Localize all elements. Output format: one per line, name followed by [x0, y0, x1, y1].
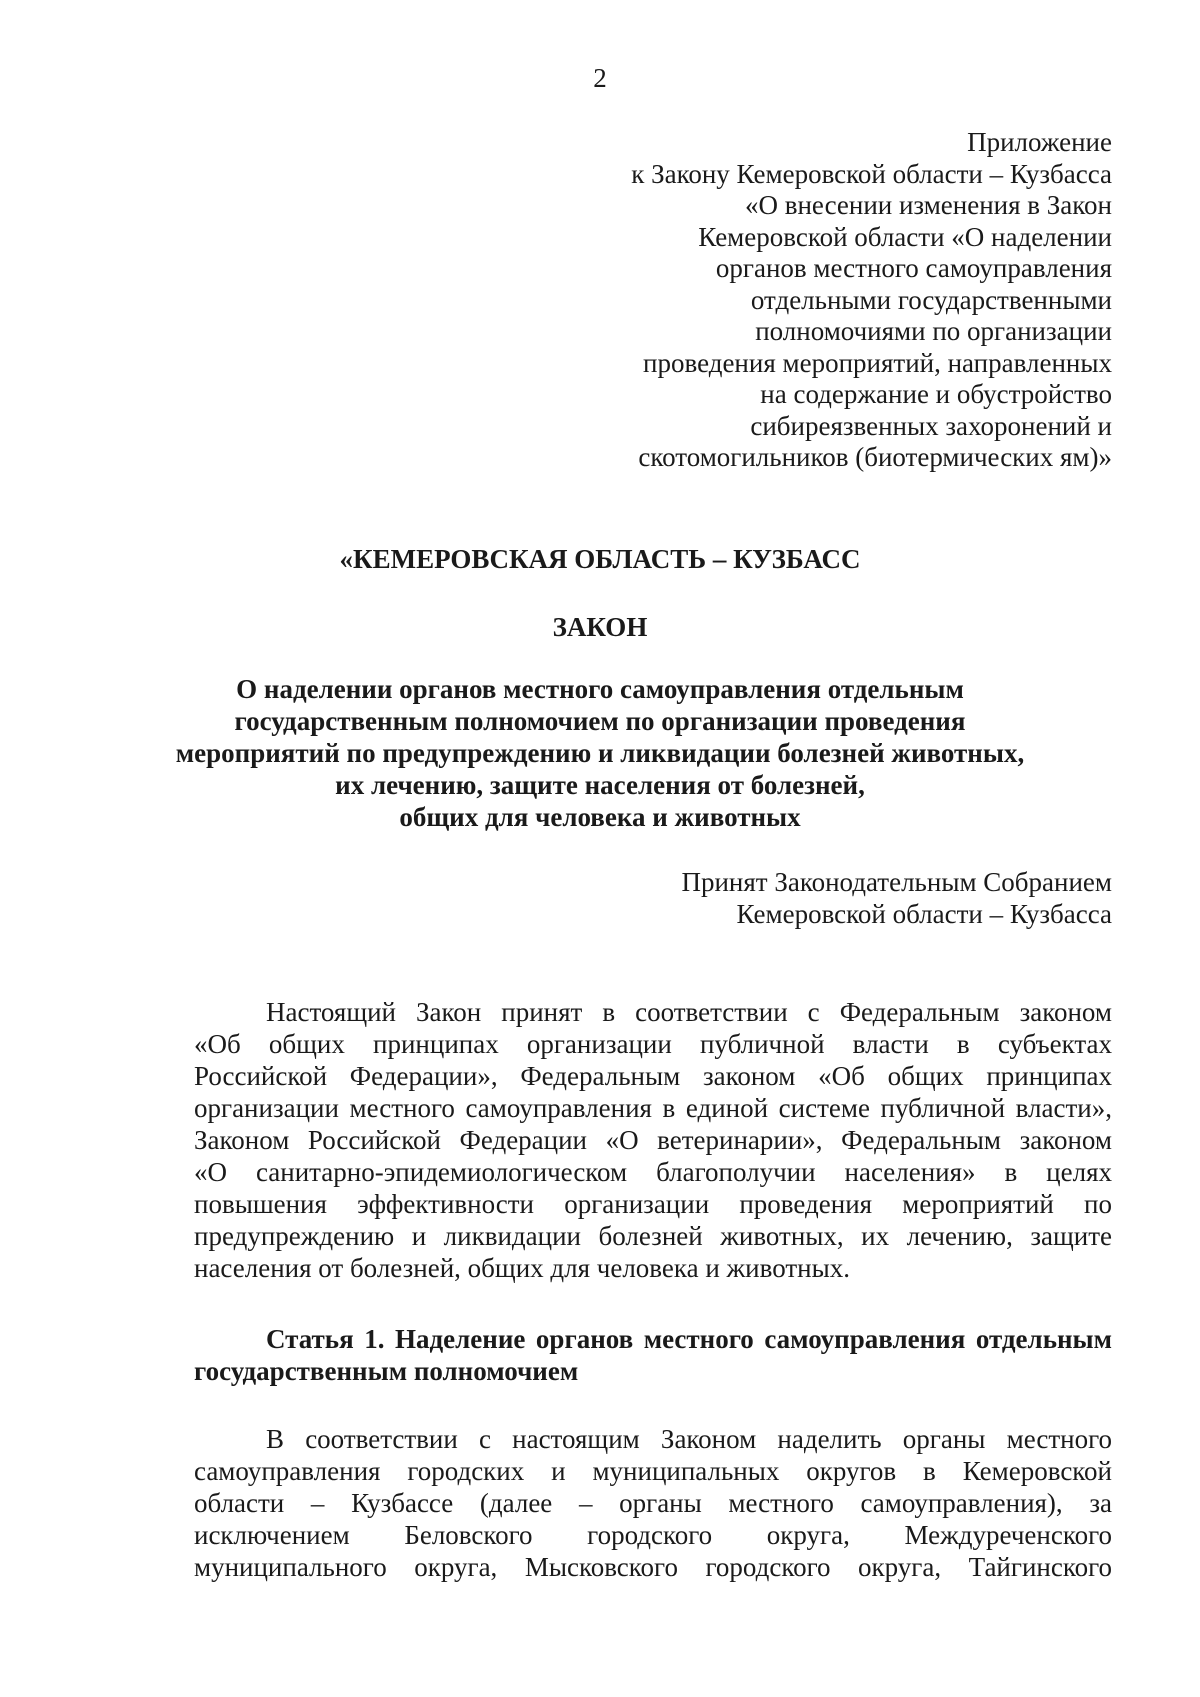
preamble-line: «Об общих принципах организации публичной власти в субъектах	[194, 1029, 1112, 1059]
law-title-line: мероприятий по предупреждению и ликвидации болезней животных,	[175, 738, 1025, 768]
article-1-body-line: области – Кузбассе (далее – органы местного самоуправления), за	[194, 1488, 1112, 1518]
article-1-body-line: муниципального округа, Мысковского городского округа, Тайгинского	[194, 1552, 1112, 1582]
law-title-line: общих для человека и животных	[399, 802, 801, 832]
appendix-block	[552, 127, 1112, 474]
law-title-line: О наделении органов местного самоуправления отдельным	[236, 674, 964, 704]
appendix-line: сибиреязвенных захоронений и	[750, 410, 1112, 441]
appendix-line: к Закону Кемеровской области – Кузбасса	[631, 158, 1112, 189]
law-heading: ЗАКОН	[552, 612, 648, 642]
region-heading: «КЕМЕРОВСКАЯ ОБЛАСТЬ – КУЗБАСС	[339, 544, 861, 574]
article-1-body-line: самоуправления городских и муниципальных округов в Кемеровской	[194, 1456, 1112, 1486]
page-number: 2	[593, 63, 607, 93]
appendix-line: Приложение	[967, 127, 1112, 157]
adopted-line: Кемеровской области – Кузбасса	[736, 899, 1112, 929]
appendix-line: проведения мероприятий, направленных	[643, 347, 1112, 378]
appendix-line: полномочиями по организации	[755, 316, 1112, 346]
law-title-line: их лечению, защите населения от болезней,	[335, 770, 865, 800]
appendix-line: на содержание и обустройство	[760, 379, 1112, 409]
appendix-line: «О внесении изменения в Закон	[744, 190, 1112, 220]
preamble-line: предупреждению и ликвидации болезней животных, их лечению, защите	[194, 1221, 1112, 1251]
law-title	[150, 673, 1050, 833]
preamble-line: Законом Российской Федерации «О ветеринарии», Федеральным законом	[194, 1125, 1112, 1155]
adopted-line: Принят Законодательным Собранием	[681, 867, 1112, 897]
preamble-line: Настоящий Закон принят в соответствии с Федеральным законом	[266, 997, 1112, 1027]
appendix-line: органов местного самоуправления	[715, 253, 1112, 283]
preamble-line: повышения эффективности организации проведения мероприятий по	[194, 1189, 1112, 1219]
article-1-body	[194, 1423, 1112, 1583]
preamble-line: населения от болезней, общих для человека и животных.	[194, 1253, 850, 1283]
article-1-body-line: В соответствии с настоящим Законом наделить органы местного	[266, 1424, 1112, 1454]
article-1-body-line: исключением Беловского городского округа, Междуреченского	[194, 1520, 1112, 1550]
adopted-note	[552, 866, 1112, 930]
preamble-line: организации местного самоуправления в единой системе публичной власти»,	[194, 1093, 1112, 1123]
preamble-line: Российской Федерации», Федеральным законом «Об общих принципах	[194, 1061, 1112, 1091]
preamble-line: «О санитарно-эпидемиологическом благополучии населения» в целях	[194, 1157, 1112, 1187]
article-1-title	[194, 1323, 1112, 1387]
preamble-paragraph	[194, 996, 1112, 1284]
appendix-line: отдельными государственными	[750, 284, 1112, 315]
article-1-title-line: Статья 1. Наделение органов местного самоуправления отдельным	[266, 1324, 1112, 1354]
appendix-line: скотомогильников (биотермических ям)»	[638, 442, 1112, 472]
appendix-line: Кемеровской области «О наделении	[698, 221, 1112, 252]
law-title-line: государственным полномочием по организации проведения	[234, 706, 966, 736]
article-1-title-line: государственным полномочием	[194, 1356, 579, 1386]
